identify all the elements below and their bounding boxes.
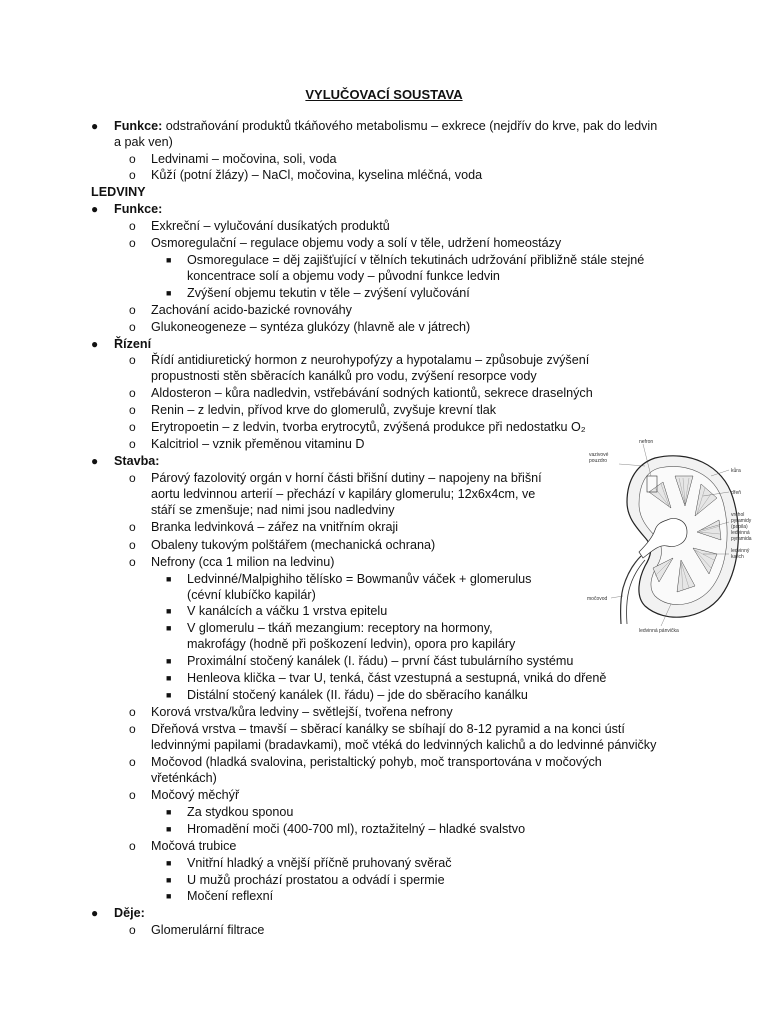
bullet-circle: o <box>129 538 136 552</box>
list-item: Močovod (hladká svalovina, peristaltický pohyb, moč transportována v močových <box>151 755 602 769</box>
figure-label: vrchol <box>731 512 745 518</box>
figure-label: (papila) <box>731 524 748 530</box>
list-item: Kůží (potní žlázy) – NaCl, močovina, kyselina mléčná, voda <box>151 168 483 182</box>
list-item: Zachování acido-bazické rovnováhy <box>151 303 352 317</box>
bullet-square: ■ <box>166 807 172 817</box>
bullet-square: ■ <box>166 623 172 633</box>
section-heading-funkce: Funkce: <box>114 202 163 216</box>
list-item: Vnitřní hladký a vnější příčně pruhovaný svěrač <box>187 856 452 870</box>
ureter <box>621 556 641 624</box>
list-item: aortu ledvinnou arterií – přechází v kapiláry glomerulu; 12x6x4cm, ve <box>151 487 536 501</box>
funkce-intro-text: odstraňování produktů tkáňového metabolismu – exkrece (nejdřív do krve, pak do ledvin <box>162 119 658 133</box>
list-item: U mužů prochází prostatou a odvádí i spermie <box>187 873 445 887</box>
bullet-square: ■ <box>166 606 172 616</box>
list-item: Řídí antidiuretický hormon z neurohypofýzy a hypotalamu – způsobuje zvýšení <box>151 353 590 367</box>
list-item: stáří se zmenšuje; nad nimi jsou nadledviny <box>151 503 395 517</box>
ledviny-heading: LEDVINY <box>91 185 146 199</box>
list-item: propustnosti stěn sběracích kanálků pro vodu, zvýšení resorpce vody <box>151 369 537 383</box>
bullet-disc: ● <box>91 454 99 468</box>
figure-label: pouzdro <box>589 458 608 464</box>
list-item: Ledvinné/Malpighiho tělísko = Bowmanův váček + glomerulus <box>187 572 532 586</box>
bullet-disc: ● <box>91 906 99 920</box>
list-item: Močová trubice <box>151 839 237 853</box>
kidney-cross-section-figure <box>583 436 763 636</box>
bullet-circle: o <box>129 437 136 451</box>
bullet-circle: o <box>129 168 136 182</box>
figure-label: ledvinná pánvička <box>639 628 679 634</box>
bullet-circle: o <box>129 923 136 937</box>
bullet-square: ■ <box>166 858 172 868</box>
list-item: Hromadění moči (400-700 ml), roztažitelný – hladké svalstvo <box>187 822 526 836</box>
funkce-intro-line2: a pak ven) <box>114 135 173 149</box>
figure-label: ledvinná <box>731 530 750 536</box>
bullet-circle: o <box>129 722 136 736</box>
list-item: Močový měchýř <box>151 788 240 802</box>
list-item: Obaleny tukovým polštářem (mechanická ochrana) <box>151 538 436 552</box>
bullet-disc: ● <box>91 202 99 216</box>
bullet-circle: o <box>129 353 136 367</box>
bullet-disc: ● <box>91 119 99 133</box>
bullet-circle: o <box>129 403 136 417</box>
funkce-intro-label: Funkce: <box>114 119 163 133</box>
bullet-circle: o <box>129 471 136 485</box>
figure-label: močovod <box>587 596 608 602</box>
section-heading-rizeni: Řízení <box>114 337 152 351</box>
bullet-circle: o <box>129 755 136 769</box>
bullet-square: ■ <box>166 690 172 700</box>
list-item: makrofágy (hodně při poškození ledvin), opora pro kapiláry <box>187 637 516 651</box>
bullet-circle: o <box>129 420 136 434</box>
figure-label: pyramidy <box>731 518 752 524</box>
list-item: V kanálcích a váčku 1 vrstva epitelu <box>187 604 388 618</box>
figure-label: nefron <box>639 439 654 445</box>
list-item: Kalcitriol – vznik přeměnou vitaminu D <box>151 437 365 451</box>
list-item: ledvinnými papilami (bradavkami), moč vtéká do ledvinných kalichů a do ledvinné pánvičky <box>151 738 657 752</box>
bullet-square: ■ <box>166 875 172 885</box>
figure-label: kůra <box>731 468 741 474</box>
section-heading-deje: Děje: <box>114 906 145 920</box>
list-item: (cévní klubíčko kapilár) <box>187 588 316 602</box>
figure-label: ledvinný <box>731 548 750 554</box>
document-title: VYLUČOVACÍ SOUSTAVA <box>305 87 463 102</box>
funkce-intro-line1 <box>114 118 657 135</box>
bullet-square: ■ <box>166 673 172 683</box>
list-item: Henleova klička – tvar U, tenká, část vzestupná a sestupná, vniká do dřeně <box>187 671 607 685</box>
list-item: Korová vrstva/kůra ledviny – světlejší, tvořena nefrony <box>151 705 453 719</box>
bullet-square: ■ <box>166 891 172 901</box>
bullet-disc: ● <box>91 337 99 351</box>
list-item: Glomerulární filtrace <box>151 923 265 937</box>
list-item: Branka ledvinková – zářez na vnitřním okraji <box>151 520 399 534</box>
list-item: Proximální stočený kanálek (I. řádu) – první část tubulárního systému <box>187 654 574 668</box>
list-item: V glomerulu – tkáň mezangium: receptory na hormony, <box>187 621 493 635</box>
list-item: Zvýšení objemu tekutin v těle – zvýšení vylučování <box>187 286 470 300</box>
list-item: Dřeňová vrstva – tmavší – sběrací kanálky se sbíhají do 8-12 pyramid a na konci ústí <box>151 722 625 736</box>
list-item: Aldosteron – kůra nadledvin, vstřebávání sodných kationtů, sekrece draselných <box>151 386 593 400</box>
bullet-circle: o <box>129 320 136 334</box>
bullet-circle: o <box>129 520 136 534</box>
list-item: Erytropoetin – z ledvin, tvorba erytrocytů, zvýšená produkce při nedostatku O₂ <box>151 420 586 434</box>
bullet-square: ■ <box>166 255 172 265</box>
figure-label: vazivové <box>589 452 609 458</box>
bullet-circle: o <box>129 788 136 802</box>
list-item: Močení reflexní <box>187 889 274 903</box>
bullet-square: ■ <box>166 656 172 666</box>
bullet-circle: o <box>129 236 136 250</box>
bullet-circle: o <box>129 555 136 569</box>
list-item: Za stydkou sponou <box>187 805 294 819</box>
list-item: Párový fazolovitý orgán v horní části břišní dutiny – napojeny na břišní <box>151 471 542 485</box>
bullet-circle: o <box>129 152 136 166</box>
bullet-square: ■ <box>166 574 172 584</box>
list-item: vřeténkách) <box>151 771 217 785</box>
figure-label: pyramida <box>731 536 752 542</box>
list-item: Exkreční – vylučování dusíkatých produktů <box>151 219 390 233</box>
list-item: Renin – z ledvin, přívod krve do glomerulů, zvyšuje krevní tlak <box>151 403 497 417</box>
bullet-circle: o <box>129 386 136 400</box>
list-item: Osmoregulační – regulace objemu vody a solí v těle, udržení homeostázy <box>151 236 562 250</box>
bullet-circle: o <box>129 839 136 853</box>
list-item: Ledvinami – močovina, soli, voda <box>151 152 337 166</box>
bullet-circle: o <box>129 705 136 719</box>
bullet-circle: o <box>129 303 136 317</box>
list-item: Nefrony (cca 1 milion na ledvinu) <box>151 555 335 569</box>
figure-label: dřeň <box>731 490 742 496</box>
section-heading-stavba: Stavba: <box>114 454 160 468</box>
list-item: Osmoregulace = děj zajišťující v tělních tekutinách udržování přibližně stále stejné <box>187 253 645 267</box>
list-item: koncentrace solí a objemu vody – původní funkce ledvin <box>187 269 500 283</box>
list-item: Glukoneogeneze – syntéza glukózy (hlavně ale v játrech) <box>151 320 471 334</box>
bullet-square: ■ <box>166 288 172 298</box>
bullet-square: ■ <box>166 824 172 834</box>
list-item: Distální stočený kanálek (II. řádu) – jde do sběracího kanálku <box>187 688 528 702</box>
bullet-circle: o <box>129 219 136 233</box>
figure-label: kalich <box>731 554 744 560</box>
